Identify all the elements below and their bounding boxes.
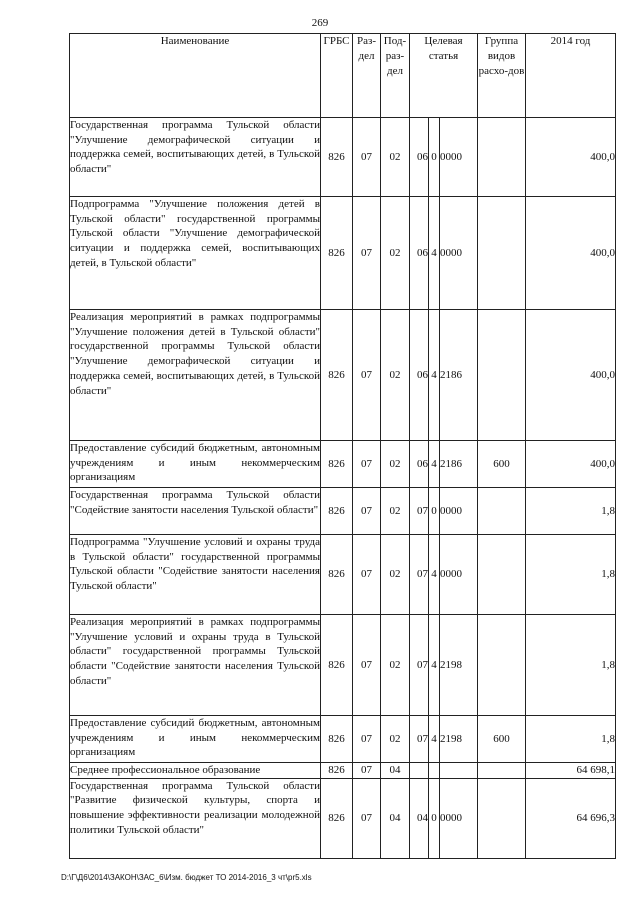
row-grbs: 826 (321, 310, 353, 441)
row-expense-group: 600 (478, 716, 526, 763)
table-row (70, 310, 616, 441)
row-name: Предоставление субсидий бюджетным, автономным учреждениям и иным некоммерческим организациям (70, 441, 321, 488)
row-razdel: 07 (353, 118, 381, 197)
row-target-program: 07 (410, 488, 429, 535)
row-name: Предоставление субсидий бюджетным, автономным учреждениям и иным некоммерческим организациям (70, 716, 321, 763)
row-grbs: 826 (321, 535, 353, 615)
row-razdel: 07 (353, 763, 381, 779)
row-target-direction: 2198 (440, 615, 478, 716)
table-row (70, 763, 616, 779)
header-celevaya: Целевая статья (410, 34, 478, 118)
row-target-direction: 0000 (440, 778, 478, 858)
row-amount-2014: 400,0 (526, 441, 616, 488)
row-podrazdel: 02 (381, 441, 410, 488)
row-amount-2014: 64 698,1 (526, 763, 616, 779)
row-target-direction: 0000 (440, 488, 478, 535)
row-target-subprogram: 4 (429, 310, 440, 441)
table-row (70, 778, 616, 858)
row-podrazdel: 02 (381, 310, 410, 441)
row-name: Подпрограмма "Улучшение положения детей в Тульской области" государственной программы Тульской области "Улучшение демографической ситуации и поддержка семей, воспитывающих детей, в Тульской области" (70, 197, 321, 310)
row-target-program: 06 (410, 310, 429, 441)
row-razdel: 07 (353, 197, 381, 310)
row-target-direction: 0000 (440, 535, 478, 615)
row-expense-group (478, 197, 526, 310)
table-row (70, 118, 616, 197)
row-grbs: 826 (321, 488, 353, 535)
table-row (70, 716, 616, 763)
row-podrazdel: 02 (381, 535, 410, 615)
row-target-direction: 2186 (440, 441, 478, 488)
row-name: Государственная программа Тульской области "Развитие физической культуры, спорта и повышение эффективности реализации молодежной политики Тульской области" (70, 778, 321, 858)
row-name: Реализация мероприятий в рамках подпрограммы "Улучшение условий и охраны труда в Тульской области" государственной программы Тульской области "Содействие занятости населения Тульской области" (70, 615, 321, 716)
row-target-program (410, 763, 429, 779)
row-expense-group (478, 763, 526, 779)
table-row (70, 488, 616, 535)
row-podrazdel: 02 (381, 488, 410, 535)
row-target-program: 07 (410, 615, 429, 716)
row-grbs: 826 (321, 118, 353, 197)
row-target-subprogram: 4 (429, 441, 440, 488)
row-grbs: 826 (321, 778, 353, 858)
row-target-subprogram: 4 (429, 716, 440, 763)
page-number: 269 (311, 17, 329, 29)
row-expense-group (478, 310, 526, 441)
row-target-program: 06 (410, 118, 429, 197)
row-razdel: 07 (353, 716, 381, 763)
row-podrazdel: 04 (381, 763, 410, 779)
header-razdel: Раз-дел (353, 34, 381, 118)
row-target-subprogram: 4 (429, 197, 440, 310)
row-target-direction: 2186 (440, 310, 478, 441)
header-row (70, 34, 616, 118)
row-target-program: 07 (410, 716, 429, 763)
row-grbs: 826 (321, 197, 353, 310)
row-razdel: 07 (353, 535, 381, 615)
row-razdel: 07 (353, 488, 381, 535)
row-razdel: 07 (353, 310, 381, 441)
row-grbs: 826 (321, 441, 353, 488)
table-row (70, 615, 616, 716)
row-name: Государственная программа Тульской области "Улучшение демографической ситуации и поддержка семей, воспитывающих детей, в Тульской области" (70, 118, 321, 197)
row-amount-2014: 64 696,3 (526, 778, 616, 858)
row-grbs: 826 (321, 763, 353, 779)
row-grbs: 826 (321, 716, 353, 763)
row-grbs: 826 (321, 615, 353, 716)
row-amount-2014: 400,0 (526, 310, 616, 441)
row-name: Подпрограмма "Улучшение условий и охраны труда в Тульской области" государственной программы Тульской области "Содействие занятости населения Тульской области" (70, 535, 321, 615)
row-target-subprogram (429, 763, 440, 779)
row-podrazdel: 02 (381, 716, 410, 763)
row-expense-group (478, 535, 526, 615)
header-name: Наименование (70, 34, 321, 118)
row-razdel: 07 (353, 615, 381, 716)
row-amount-2014: 1,8 (526, 535, 616, 615)
row-name: Государственная программа Тульской области "Содействие занятости населения Тульской области" (70, 488, 321, 535)
table-row (70, 197, 616, 310)
row-expense-group: 600 (478, 441, 526, 488)
row-expense-group (478, 778, 526, 858)
row-target-program: 07 (410, 535, 429, 615)
row-podrazdel: 02 (381, 118, 410, 197)
row-amount-2014: 1,8 (526, 488, 616, 535)
file-path-footer: D:\Г\Д6\2014\ЗАКОН\ЗАС_6\Изм. бюджет ТО 2014-2016_3 чт\pr5.xls (61, 873, 312, 882)
budget-table (69, 33, 616, 859)
table-row (70, 441, 616, 488)
row-target-subprogram: 0 (429, 488, 440, 535)
row-name: Среднее профессиональное образование (70, 763, 321, 779)
table-row (70, 535, 616, 615)
row-expense-group (478, 615, 526, 716)
row-target-direction: 0000 (440, 118, 478, 197)
header-grbs: ГРБС (321, 34, 353, 118)
row-expense-group (478, 118, 526, 197)
row-target-subprogram: 4 (429, 535, 440, 615)
row-target-program: 04 (410, 778, 429, 858)
header-podrazdel: Под-раз-дел (381, 34, 410, 118)
row-expense-group (478, 488, 526, 535)
row-amount-2014: 1,8 (526, 615, 616, 716)
row-razdel: 07 (353, 441, 381, 488)
row-podrazdel: 04 (381, 778, 410, 858)
row-razdel: 07 (353, 778, 381, 858)
row-target-subprogram: 4 (429, 615, 440, 716)
header-year: 2014 год (526, 34, 616, 118)
row-target-direction: 2198 (440, 716, 478, 763)
row-amount-2014: 1,8 (526, 716, 616, 763)
row-target-direction: 0000 (440, 197, 478, 310)
row-target-program: 06 (410, 197, 429, 310)
row-podrazdel: 02 (381, 197, 410, 310)
row-podrazdel: 02 (381, 615, 410, 716)
row-target-subprogram: 0 (429, 778, 440, 858)
row-target-direction (440, 763, 478, 779)
row-name: Реализация мероприятий в рамках подпрограммы "Улучшение положения детей в Тульской области" государственной программы Тульской области "Улучшение демографической ситуации и поддержка семей, воспитывающих детей, в Тульской области" (70, 310, 321, 441)
header-gruppa: Группа видов расхо-дов (478, 34, 526, 118)
row-target-program: 06 (410, 441, 429, 488)
row-amount-2014: 400,0 (526, 118, 616, 197)
row-amount-2014: 400,0 (526, 197, 616, 310)
row-target-subprogram: 0 (429, 118, 440, 197)
